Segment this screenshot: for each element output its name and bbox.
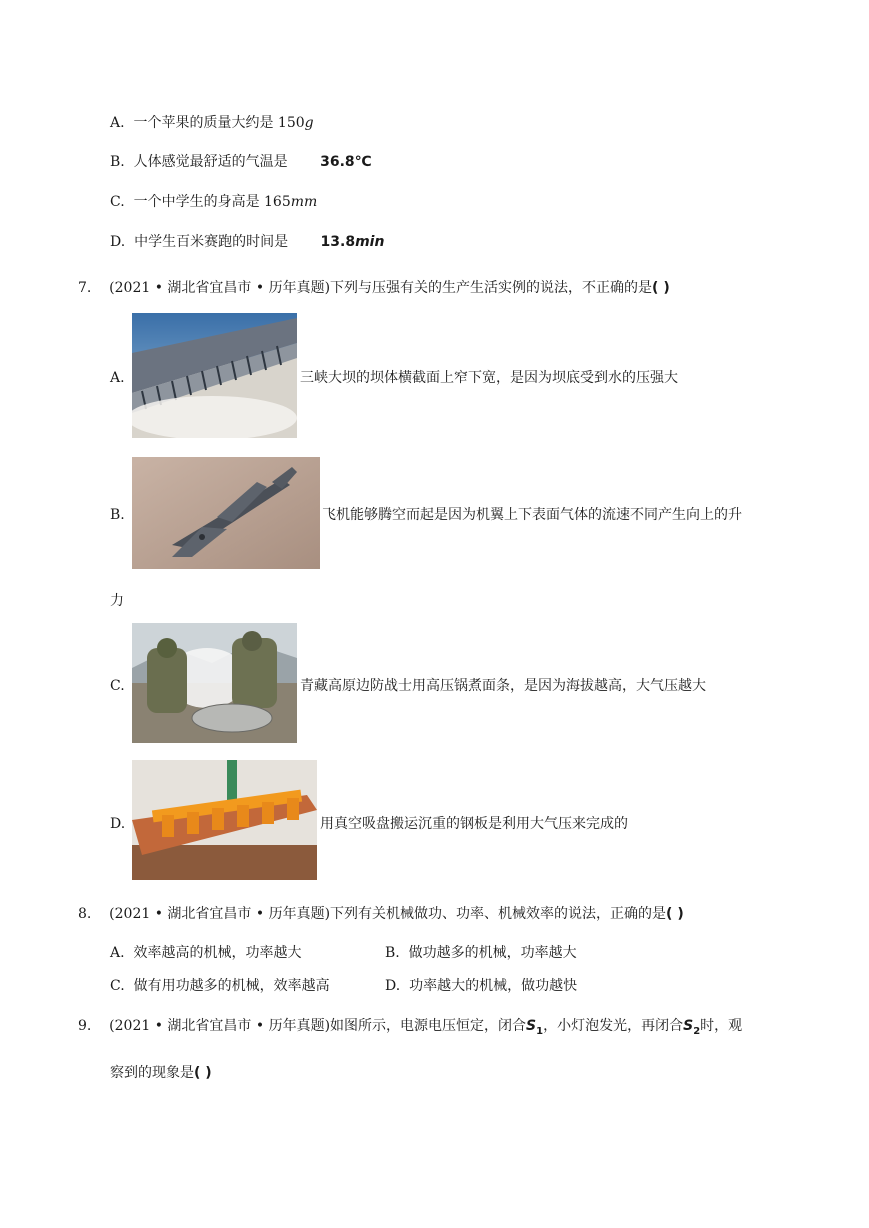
q7-option-b-letter: B.: [110, 507, 125, 523]
q6-option-b: B. 人体感觉最舒适的气温是 36.8℃: [110, 154, 372, 170]
q7-option-c-letter: C.: [110, 678, 125, 694]
q8-stem: 8. (2021 • 湖北省宜昌市 • 历年真题)下列有关机械做功、功率、机械效率的说法，正确的是( ): [78, 906, 684, 922]
q8-option-d: D. 功率越大的机械，做功越快: [385, 978, 578, 994]
q6-option-d: D. 中学生百米赛跑的时间是 13.8min: [110, 234, 385, 250]
soldiers-photo: [132, 623, 297, 743]
q7-option-a-letter: A.: [110, 370, 125, 386]
jet-photo: [132, 457, 320, 569]
q7-option-d-letter: D.: [110, 816, 126, 832]
dam-photo: [132, 313, 297, 438]
q8-option-b: B. 做功越多的机械，功率越大: [385, 945, 577, 961]
q7-option-a-text: 三峡大坝的坝体横截面上窄下宽，是因为坝底受到水的压强大: [300, 370, 678, 386]
vacuum-lifter-photo: [132, 760, 317, 880]
q8-option-c: C. 做有用功越多的机械，效率越高: [110, 978, 330, 994]
q7-option-c-text: 青藏高原边防战士用高压锅煮面条，是因为海拔越高，大气压越大: [300, 678, 706, 694]
q9-stem: 9. (2021 • 湖北省宜昌市 • 历年真题)如图所示，电源电压恒定，闭合$S_1$，小灯泡发光，再闭合$S_2$时，观: [78, 1018, 743, 1037]
q9-stem-line2: 察到的现象是( ): [110, 1065, 212, 1081]
q8-option-a: A. 效率越高的机械，功率越大: [110, 945, 302, 961]
q7-stem: 7. (2021 • 湖北省宜昌市 • 历年真题)下列与压强有关的生产生活实例的说法，不正确的是( ): [78, 280, 670, 296]
q7-option-b-text: 飞机能够腾空而起是因为机翼上下表面气体的流速不同产生向上的升: [322, 507, 742, 523]
q7-option-d-text: 用真空吸盘搬运沉重的钢板是利用大气压来完成的: [320, 816, 628, 832]
q6-option-a: A. 一个苹果的质量大约是 150g: [110, 115, 314, 131]
q7-option-b-cont: 力: [110, 593, 124, 609]
q6-option-c: C. 一个中学生的身高是 165mm: [110, 194, 318, 210]
